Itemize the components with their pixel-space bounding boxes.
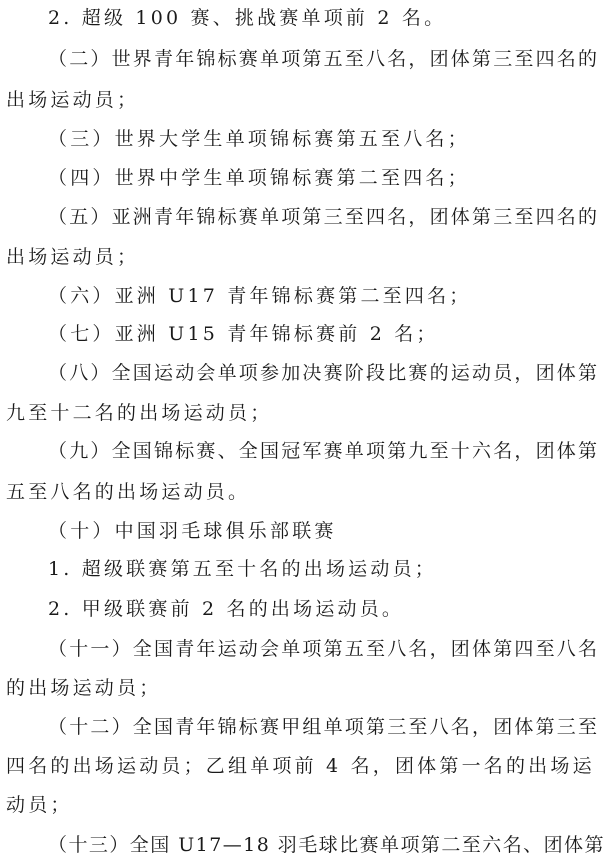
item-xi-line-2: 的出场运动员； <box>6 677 162 699</box>
item-iii-line: （三）世界大学生单项锦标赛第五至八名； <box>48 128 470 150</box>
item-iv-line: （四）世界中学生单项锦标赛第二至四名； <box>48 167 470 189</box>
item-xiii-line-1: （十三）全国 U17—18 羽毛球比赛单项第二至六名、团体第 <box>48 834 605 856</box>
item-viii-line-1: （八）全国运动会单项参加决赛阶段比赛的运动员，团体第 <box>48 362 600 384</box>
item-ii-line-1: （二）世界青年锦标赛单项第五至八名，团体第三至四名的 <box>48 48 600 70</box>
item-ix-line-2: 五至八名的出场运动员。 <box>6 481 251 503</box>
item-xii-line-2: 四名的出场运动员；乙组单项前 4 名，团体第一名的出场运 <box>6 755 595 777</box>
item-xii-line-3: 动员； <box>6 794 73 816</box>
item-x-heading: （十）中国羽毛球俱乐部联赛 <box>48 520 337 542</box>
item-x-sub-1: 1. 超级联赛第五至十名的出场运动员； <box>48 558 437 580</box>
item-vi-line: （六）亚洲 U17 青年锦标赛第二至四名； <box>48 285 472 307</box>
item-2-superseries-line: 2. 超级 100 赛、挑战赛单项前 2 名。 <box>48 7 447 29</box>
item-xi-line-1: （十一）全国青年运动会单项第五至八名，团体第四至八名 <box>48 638 600 660</box>
item-vii-line: （七）亚洲 U15 青年锦标赛前 2 名； <box>48 323 439 345</box>
item-viii-line-2: 九至十二名的出场运动员； <box>6 402 273 424</box>
item-v-line-1: （五）亚洲青年锦标赛单项第三至四名，团体第三至四名的 <box>48 206 600 228</box>
item-x-sub-2: 2. 甲级联赛前 2 名的出场运动员。 <box>48 598 405 620</box>
item-v-line-2: 出场运动员； <box>6 246 140 268</box>
item-xii-line-1: （十二）全国青年锦标赛甲组单项第三至八名，团体第三至 <box>48 716 600 738</box>
item-ix-line-1: （九）全国锦标赛、全国冠军赛单项第九至十六名，团体第 <box>48 440 600 462</box>
item-ii-line-2: 出场运动员； <box>6 89 140 111</box>
